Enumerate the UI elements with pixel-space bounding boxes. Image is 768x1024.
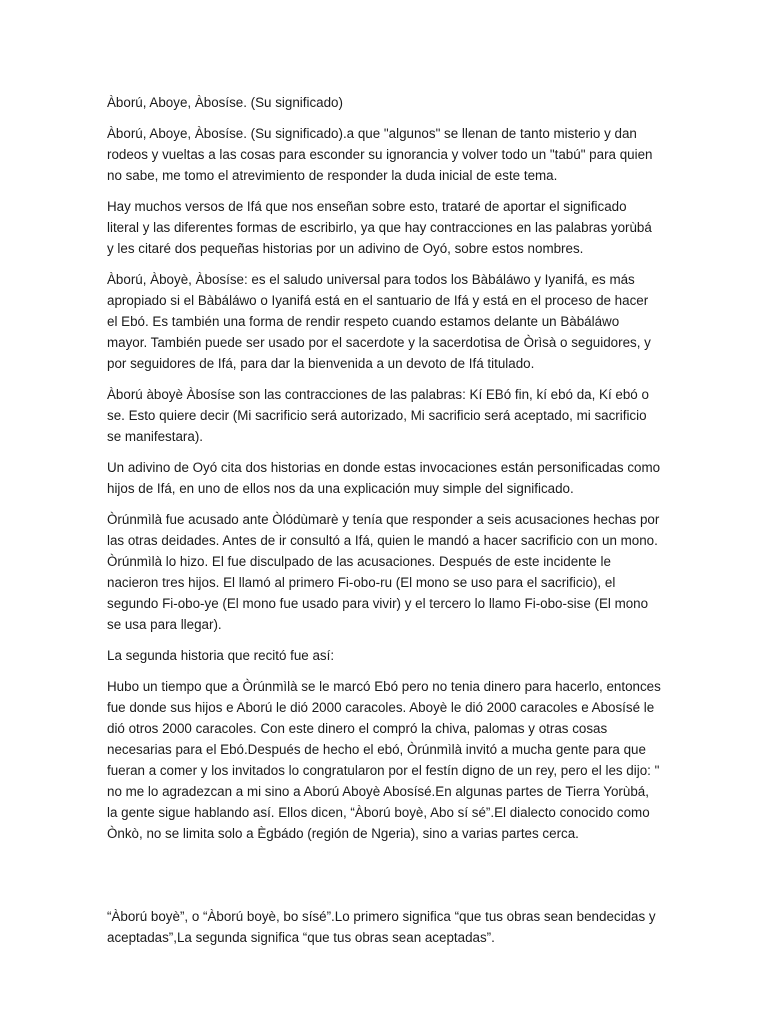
paragraph-saludo: Àború, Àboyè, Àbosíse: es el saludo universal para todos los Bàbáláwo y Iyanifá, es más apropiado si el Bàbáláwo o Iyanifá está en el santuario de Ifá y está en el proceso de hacer el Ebó. Es también una forma de rendir respeto cuando estamos delante un Bàbáláwo mayor. También puede ser usado por el sacerdote y la sacerdotisa de Òrìsà o seguidores, y por seguidores de Ifá, para dar la bienvenida a un devoto de Ifá titulado. <box>107 272 651 371</box>
paragraph-adivino: Un adivino de Oyó cita dos historias en donde estas invocaciones están personificadas como hijos de Ifá, en uno de ellos nos da una explicación muy simple del significado. <box>107 460 661 496</box>
document-title: Àború, Aboye, Àbosíse. (Su significado) <box>107 95 343 110</box>
document-page <box>107 92 662 958</box>
blank-space <box>107 854 662 906</box>
paragraph-segunda-historia: Hubo un tiempo que a Òrúnmìlà se le marcó Ebó pero no tenia dinero para hacerlo, entonces fue donde sus hijos e Aború le dió 2000 caracoles. Aboyè le dió 2000 caracoles e Abosísé le dió otros 2000 caracoles. Con este dinero el compró la chiva, palomas y otras cosas necesarias para el Ebó.Después de hecho el ebó, Òrúnmìlà invitó a mucha gente para que fueran a comer y los invitados lo congratularon por el festín digno de un rey, pero el les dijo: " no me lo agradezcan a mi sino a Aború Aboyè Abosísé.En algunas partes de Tierra Yorùbá, la gente sigue hablando así. Ellos dicen, “Àború boyè, Abo sí sé”.El dialecto conocido como Ònkò, no se limita solo a Ègbádo (región de Ngeria), sino a varias partes cerca. <box>107 679 661 841</box>
paragraph-primera-historia: Òrúnmìlà fue acusado ante Òlódùmarè y tenía que responder a seis acusaciones hechas por las otras deidades. Antes de ir consultó a Ifá, quien le mandó a hacer sacrificio con un mono. Òrúnmìlà lo hizo. El fue disculpado de las acusaciones. Después de este incidente le nacieron tres hijos. El llamó al primero Fi-obo-ru (El mono se uso para el sacrificio), el segundo Fi-obo-ye (El mono fue usado para vivir) y el tercero lo llamo Fi-obo-sise (El mono se usa para llegar). <box>107 512 660 632</box>
paragraph-contracciones: Àború àboyè Àbosíse son las contracciones de las palabras: Kí EBó fin, kí ebó da, Kí ebó o se. Esto quiere decir (Mi sacrificio será autorizado, Mi sacrificio será aceptado, mi sacrificio se manifestara). <box>107 387 649 444</box>
paragraph-intro: Àború, Aboye, Àbosíse. (Su significado).a que "algunos" se llenan de tanto misterio y dan rodeos y vueltas a las cosas para esconder su ignorancia y volver todo un "tabú" para quien no sabe, me tomo el atrevimiento de responder la duda inicial de este tema. <box>107 126 653 183</box>
paragraph-closing: “Àború boyè”, o “Àború boyè, bo sísé”.Lo primero significa “que tus obras sean bendecidas y aceptadas”,La segunda significa “que tus obras sean aceptadas”. <box>107 909 656 945</box>
paragraph-versos: Hay muchos versos de Ifá que nos enseñan sobre esto, trataré de aportar el significado literal y las diferentes formas de escribirlo, ya que hay contracciones en las palabras yorùbá y les citaré dos pequeñas historias por un adivino de Oyó, sobre estos nombres. <box>107 199 652 256</box>
paragraph-segunda-historia-intro: La segunda historia que recitó fue así: <box>107 648 335 663</box>
